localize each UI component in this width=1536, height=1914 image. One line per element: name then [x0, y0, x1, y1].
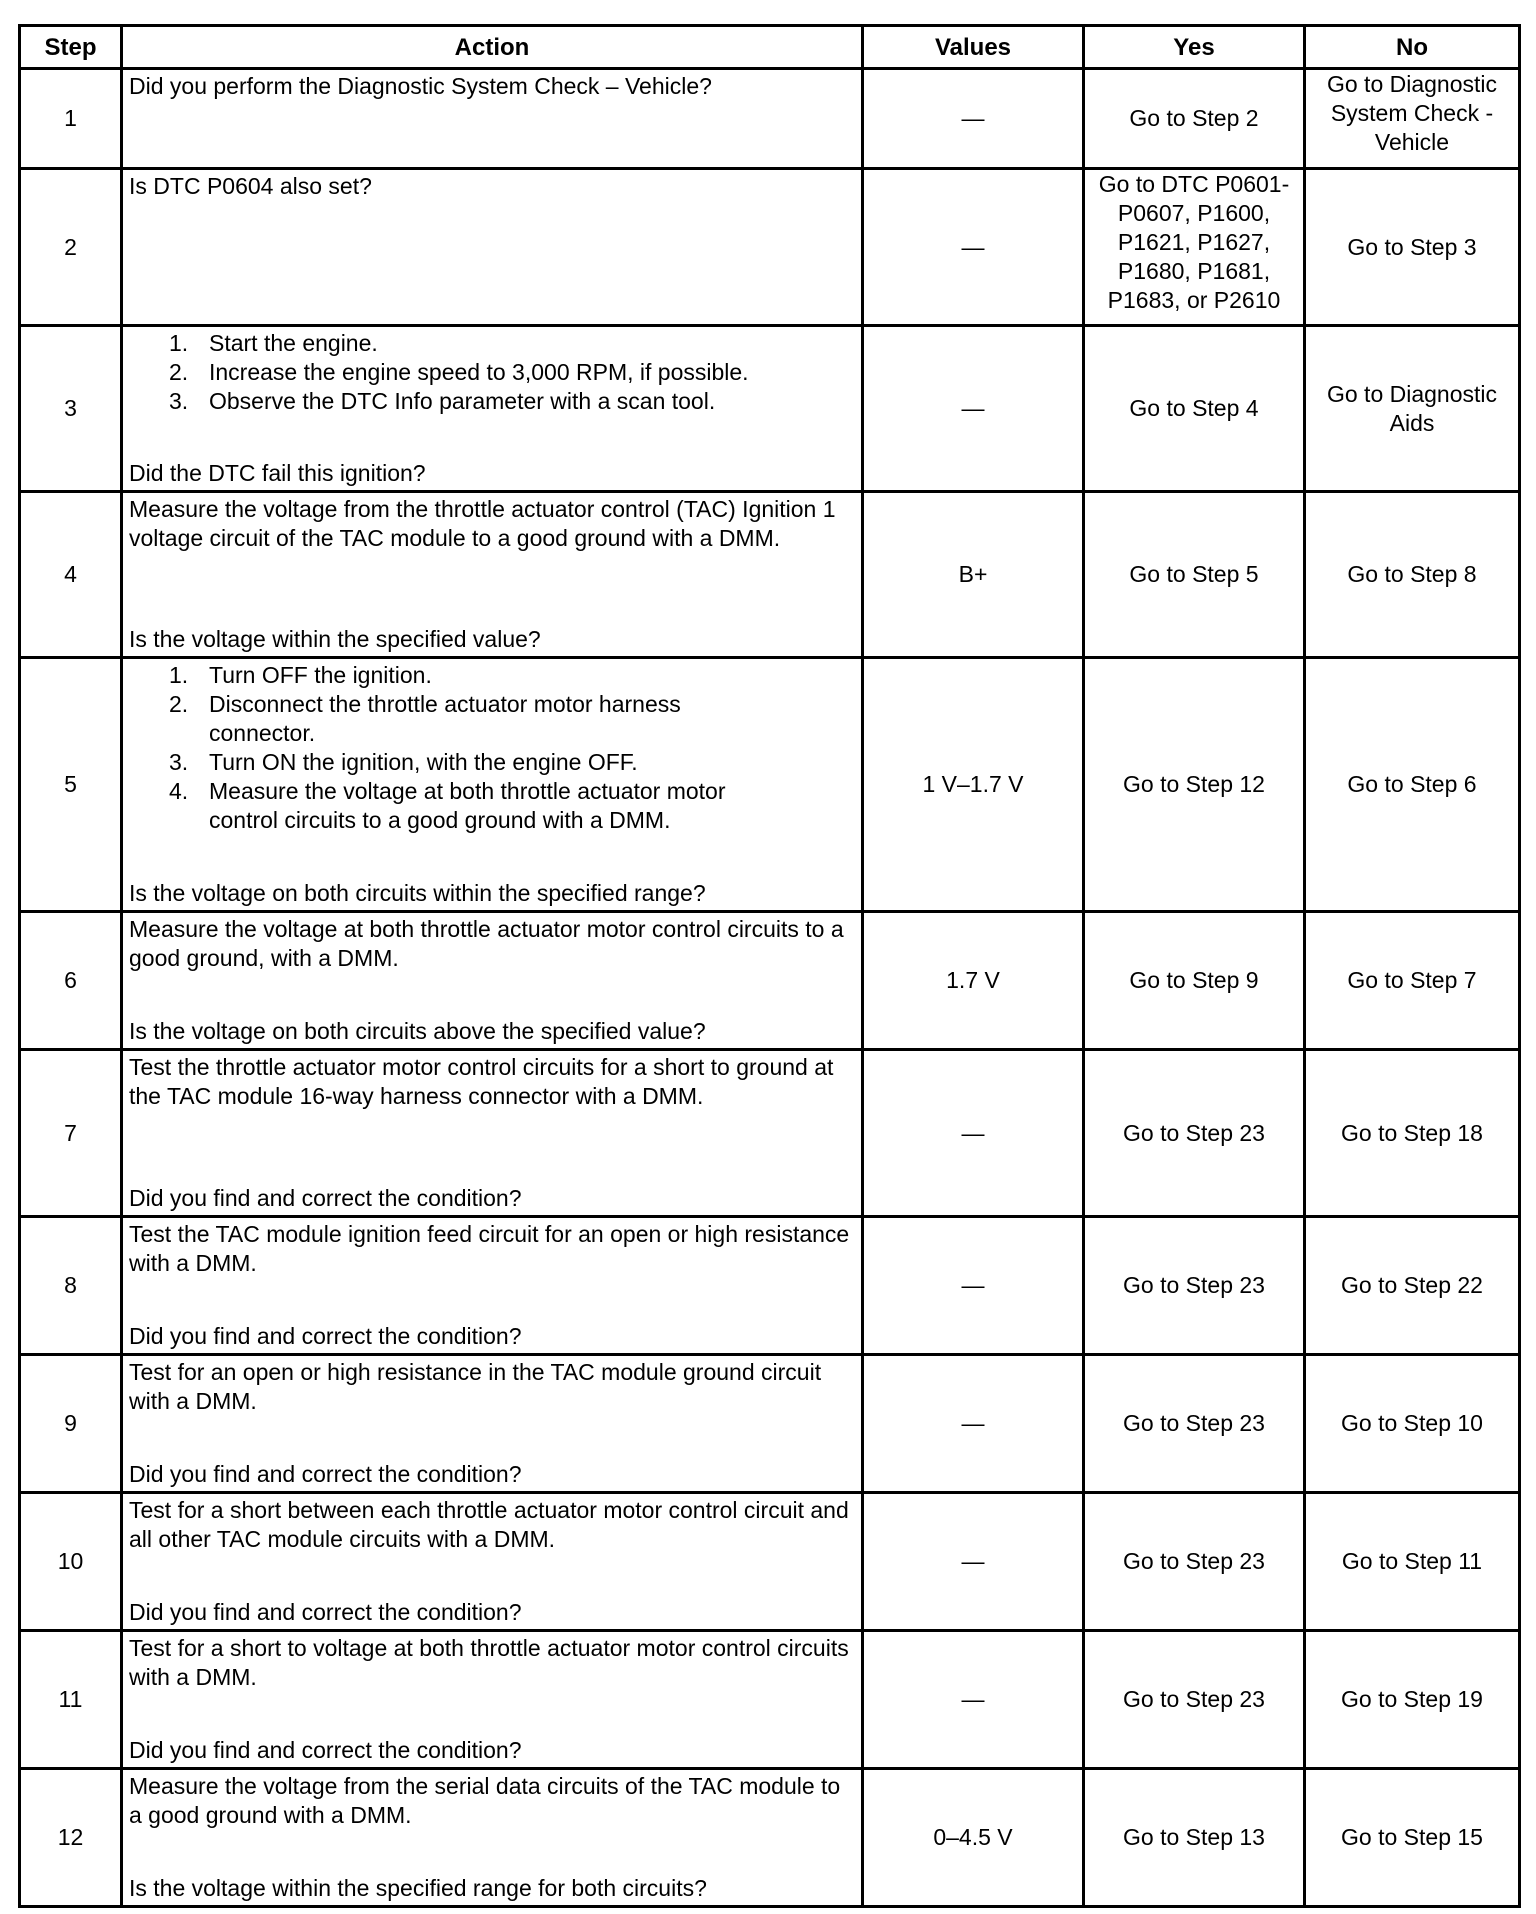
- values-cell: —: [863, 1493, 1084, 1631]
- action-cell: [122, 69, 863, 169]
- header-row: [20, 26, 1520, 69]
- action-cell: [122, 658, 863, 912]
- step-number: 12: [20, 1769, 122, 1907]
- table-row: [20, 912, 1520, 1050]
- action-cell: [122, 326, 863, 492]
- yes-cell: Go to Step 23: [1084, 1631, 1305, 1769]
- action-text: Measure the voltage at both throttle actuator motor control circuits to a good ground, with a DMM.: [129, 916, 844, 971]
- action-cell: [122, 1050, 863, 1217]
- values-cell: —: [863, 326, 1084, 492]
- step-number: 8: [20, 1217, 122, 1355]
- no-cell: Go to Step 6: [1305, 658, 1520, 912]
- values-cell: —: [863, 1355, 1084, 1493]
- substep: 1. Start the engine.: [169, 330, 378, 356]
- action-text: Test the throttle actuator motor control circuits for a short to ground at the TAC module 16-way harness connector with a DMM.: [129, 1054, 834, 1109]
- step-number: 11: [20, 1631, 122, 1769]
- substep: 1. Turn OFF the ignition.: [169, 662, 432, 688]
- yes-cell: Go to Step 12: [1084, 658, 1305, 912]
- no-cell: Go to Step 11: [1305, 1493, 1520, 1631]
- yes-cell: Go to Step 4: [1084, 326, 1305, 492]
- yes-cell: Go to Step 23: [1084, 1217, 1305, 1355]
- table-row: [20, 658, 1520, 912]
- action-cell: [122, 912, 863, 1050]
- action-text: Test for a short to voltage at both throttle actuator motor control circuits with a DMM.: [129, 1635, 849, 1690]
- table-row: [20, 326, 1520, 492]
- action-cell: [122, 1355, 863, 1493]
- step-number: 2: [20, 169, 122, 326]
- no-cell: Go to Step 18: [1305, 1050, 1520, 1217]
- substep-list: [129, 661, 855, 835]
- table-row: [20, 1769, 1520, 1907]
- substep: 2. Disconnect the throttle actuator motor harness connector.: [169, 691, 681, 746]
- no-cell: Go to Step 15: [1305, 1769, 1520, 1907]
- substep: 3. Observe the DTC Info parameter with a scan tool.: [169, 388, 716, 414]
- table-row: [20, 1493, 1520, 1631]
- action-cell: [122, 1217, 863, 1355]
- step-number: 4: [20, 492, 122, 658]
- table-row: [20, 69, 1520, 169]
- yes-cell: Go to Step 23: [1084, 1493, 1305, 1631]
- header-action: Action: [122, 26, 863, 69]
- no-cell: Go to Step 10: [1305, 1355, 1520, 1493]
- action-question: Did you find and correct the condition?: [129, 1323, 522, 1349]
- substep-list: [129, 329, 855, 416]
- action-question: Did you find and correct the condition?: [129, 1461, 522, 1487]
- action-text: Is DTC P0604 also set?: [129, 173, 372, 199]
- table-row: [20, 169, 1520, 326]
- action-text: Measure the voltage from the serial data circuits of the TAC module to a good ground with a DMM.: [129, 1773, 841, 1828]
- action-text: Test for an open or high resistance in the TAC module ground circuit with a DMM.: [129, 1359, 822, 1414]
- action-question: Is the voltage on both circuits above the specified value?: [129, 1018, 706, 1044]
- table-row: [20, 1355, 1520, 1493]
- action-text: Test for a short between each throttle actuator motor control circuit and all other TAC module circuits with a DMM.: [129, 1497, 849, 1552]
- action-question: Did you find and correct the condition?: [129, 1185, 522, 1211]
- step-number: 5: [20, 658, 122, 912]
- table-row: [20, 1217, 1520, 1355]
- action-text: Test the TAC module ignition feed circuit for an open or high resistance with a DMM.: [129, 1221, 850, 1276]
- action-question: Did you find and correct the condition?: [129, 1737, 522, 1763]
- values-cell: —: [863, 169, 1084, 326]
- step-number: 1: [20, 69, 122, 169]
- yes-cell: Go to Step 13: [1084, 1769, 1305, 1907]
- header-yes: Yes: [1084, 26, 1305, 69]
- table-row: [20, 492, 1520, 658]
- step-number: 9: [20, 1355, 122, 1493]
- no-cell: Go to Step 22: [1305, 1217, 1520, 1355]
- no-cell: Go to Diagnostic System Check - Vehicle: [1305, 69, 1520, 169]
- no-cell: Go to Step 7: [1305, 912, 1520, 1050]
- values-cell: 1 V–1.7 V: [863, 658, 1084, 912]
- action-question: Is the voltage on both circuits within the specified range?: [129, 880, 706, 906]
- action-question: Did you find and correct the condition?: [129, 1599, 522, 1625]
- action-cell: [122, 1493, 863, 1631]
- header-values: Values: [863, 26, 1084, 69]
- values-cell: —: [863, 1631, 1084, 1769]
- yes-cell: Go to Step 5: [1084, 492, 1305, 658]
- no-cell: Go to Step 3: [1305, 169, 1520, 326]
- step-number: 10: [20, 1493, 122, 1631]
- substep: 2. Increase the engine speed to 3,000 RPM, if possible.: [169, 359, 749, 385]
- yes-cell: Go to Step 2: [1084, 69, 1305, 169]
- action-text: Measure the voltage from the throttle actuator control (TAC) Ignition 1 voltage circuit of the TAC module to a good ground with a DMM.: [129, 496, 836, 551]
- table-row: [20, 1631, 1520, 1769]
- yes-cell: Go to Step 23: [1084, 1355, 1305, 1493]
- header-no: No: [1305, 26, 1520, 69]
- action-question: Did the DTC fail this ignition?: [129, 460, 426, 486]
- values-cell: —: [863, 1050, 1084, 1217]
- no-cell: Go to Step 8: [1305, 492, 1520, 658]
- values-cell: 1.7 V: [863, 912, 1084, 1050]
- yes-cell: Go to Step 23: [1084, 1050, 1305, 1217]
- values-cell: B+: [863, 492, 1084, 658]
- no-cell: Go to Step 19: [1305, 1631, 1520, 1769]
- table-row: [20, 1050, 1520, 1217]
- step-number: 3: [20, 326, 122, 492]
- diagnostic-table: [18, 24, 1521, 1908]
- header-step: Step: [20, 26, 122, 69]
- values-cell: —: [863, 69, 1084, 169]
- action-cell: [122, 1631, 863, 1769]
- values-cell: 0–4.5 V: [863, 1769, 1084, 1907]
- no-cell: Go to Diagnostic Aids: [1305, 326, 1520, 492]
- action-cell: [122, 492, 863, 658]
- action-question: Is the voltage within the specified range for both circuits?: [129, 1875, 707, 1901]
- action-question: Is the voltage within the specified value?: [129, 626, 541, 652]
- step-number: 7: [20, 1050, 122, 1217]
- action-text: Did you perform the Diagnostic System Check – Vehicle?: [129, 73, 712, 99]
- yes-cell: Go to Step 9: [1084, 912, 1305, 1050]
- action-cell: [122, 169, 863, 326]
- values-cell: —: [863, 1217, 1084, 1355]
- action-cell: [122, 1769, 863, 1907]
- substep: 3. Turn ON the ignition, with the engine OFF.: [169, 749, 638, 775]
- step-number: 6: [20, 912, 122, 1050]
- yes-cell: Go to DTC P0601-P0607, P1600, P1621, P1627, P1680, P1681, P1683, or P2610: [1084, 169, 1305, 326]
- substep: 4. Measure the voltage at both throttle actuator motor control circuits to a good ground with a DMM.: [169, 778, 726, 833]
